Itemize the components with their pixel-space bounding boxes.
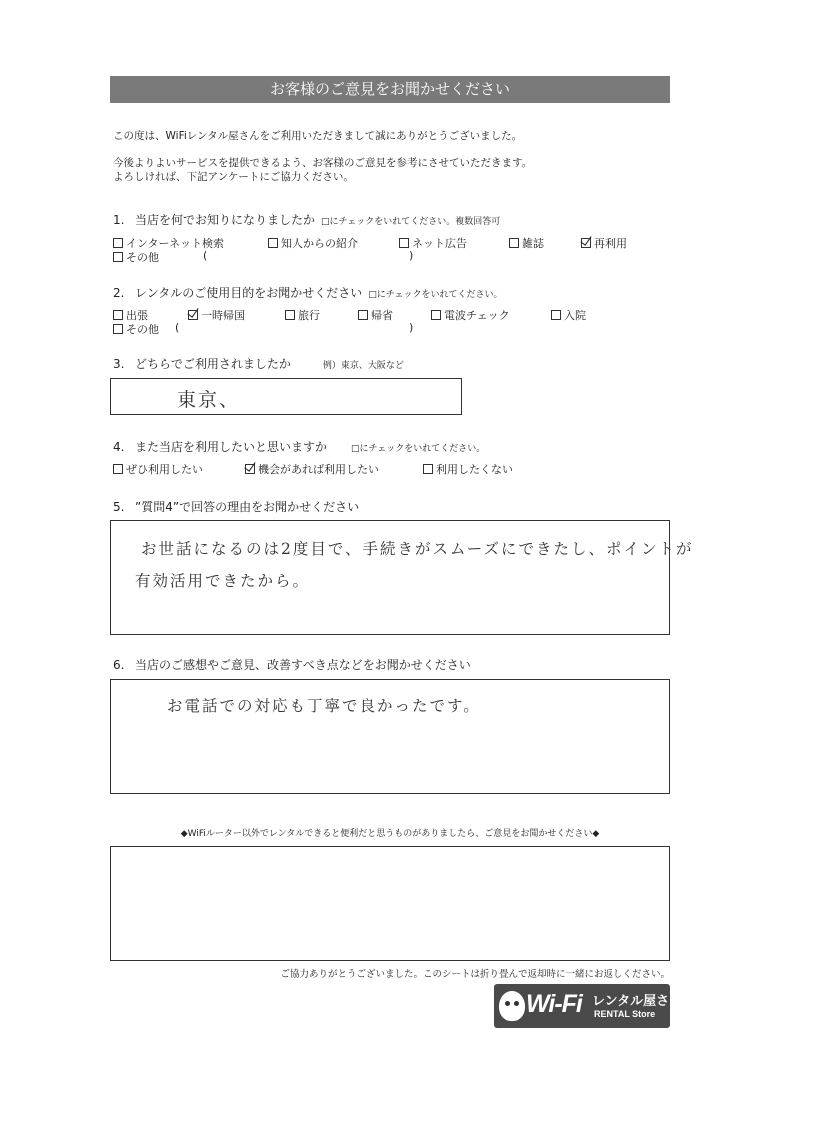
intro-line-2: 今後よりよいサービスを提供できるよう、お客様のご意見を参考にさせていただきます。 — [113, 157, 533, 169]
q2-option-business-trip[interactable]: 出張 — [113, 307, 148, 323]
q2-options — [113, 307, 673, 337]
checkbox-icon — [423, 464, 433, 474]
q2-option-travel[interactable]: 旅行 — [285, 307, 320, 323]
q1-option-magazine[interactable]: 雑誌 — [509, 235, 544, 251]
checkbox-icon — [509, 238, 519, 248]
checkbox-icon — [268, 238, 278, 248]
checkbox-icon — [551, 310, 561, 320]
question-note: 例）東京、大阪など — [322, 361, 404, 371]
question-text: 当店を何でお知りになりましたか — [135, 213, 316, 227]
checkbox-icon — [431, 310, 441, 320]
question-text: また当店を利用したいと思いますか — [135, 440, 328, 454]
q1-option-net-ad[interactable]: ネット広告 — [399, 235, 467, 251]
q3-answer-box[interactable] — [110, 378, 462, 415]
extra-request-note: ◆WiFiルーター以外でレンタルできると便利だと思うものがありましたら、ご意見をお聞かせください◆ — [180, 829, 600, 839]
question-number: 2. — [113, 286, 125, 300]
question-number: 6. — [113, 658, 125, 672]
question-6 — [113, 656, 471, 673]
question-3 — [113, 355, 404, 372]
q4-option-definitely[interactable]: ぜひ利用したい — [113, 461, 203, 477]
question-note: □にチェックをいれてください。 — [351, 444, 486, 454]
intro-line-3: よろしければ、下記アンケートにご協力ください。 — [113, 171, 354, 183]
q2-option-temp-return[interactable]: 一時帰国 — [188, 307, 245, 323]
q1-options — [113, 235, 673, 265]
q1-other-open-paren: ( — [203, 249, 208, 262]
question-5 — [113, 498, 359, 515]
q2-option-other[interactable]: その他 — [113, 321, 159, 337]
question-number: 1. — [113, 213, 125, 227]
checkbox-icon — [399, 238, 409, 248]
question-4 — [113, 438, 485, 455]
logo-jp-text: レンタル屋さん — [592, 994, 683, 1009]
intro-line-1: この度は、WiFiレンタル屋さんをご利用いただきまして誠にありがとうございました。 — [113, 130, 523, 142]
checkbox-icon — [113, 310, 123, 320]
question-number: 3. — [113, 357, 125, 371]
checkbox-icon — [113, 252, 123, 262]
checkbox-checked-icon — [581, 238, 591, 248]
q1-option-referral[interactable]: 知人からの紹介 — [268, 235, 358, 251]
thanks-note: ご協力ありがとうございました。このシートは折り畳んで返却時に一緒にお返しください。 — [280, 969, 670, 980]
brand-logo — [494, 984, 683, 1028]
q1-option-search[interactable]: インターネット検索 — [113, 235, 224, 251]
question-number: 4. — [113, 440, 125, 454]
question-note: □にチェックをいれてください。複数回答可 — [321, 217, 501, 227]
checkbox-icon — [113, 464, 123, 474]
q3-handwritten-answer: 東京、 — [177, 389, 241, 411]
q5-handwritten-line-1: お世話になるのは2度目で、手続きがスムーズにできたし、ポイントが — [141, 540, 694, 558]
mascot-icon — [499, 991, 525, 1021]
page-title: お客様のご意見をお聞かせください — [110, 76, 670, 103]
q4-option-no[interactable]: 利用したくない — [423, 461, 513, 477]
q2-other-close-paren: ) — [409, 321, 414, 334]
q4-options — [113, 461, 673, 477]
q1-other-close-paren: ) — [409, 249, 414, 262]
q2-option-homecoming[interactable]: 帰省 — [358, 307, 393, 323]
extra-request-box[interactable] — [110, 846, 670, 961]
q2-other-open-paren: ( — [175, 321, 180, 334]
question-text: どちらでご利用されましたか — [135, 357, 291, 371]
q5-handwritten-line-2: 有効活用できたから。 — [135, 572, 311, 590]
q5-answer-box[interactable] — [110, 520, 694, 635]
checkbox-checked-icon — [245, 464, 255, 474]
q6-handwritten-answer: お電話での対応も丁寧で良かったです。 — [167, 697, 481, 715]
question-2 — [113, 284, 502, 301]
question-note: □にチェックをいれてください。 — [368, 290, 503, 300]
q2-option-signal-check[interactable]: 電波チェック — [431, 307, 510, 323]
logo-en-text: RENTAL Store — [594, 1009, 656, 1019]
logo-brand-text: Wi-Fi — [526, 990, 582, 1018]
q2-option-hospital[interactable]: 入院 — [551, 307, 586, 323]
q1-option-reuse[interactable]: 再利用 — [581, 235, 627, 251]
question-number: 5. — [113, 500, 125, 514]
checkbox-checked-icon — [188, 310, 198, 320]
checkbox-icon — [358, 310, 368, 320]
checkbox-icon — [113, 238, 123, 248]
question-text: 当店のご感想やご意見、改善すべき点などをお聞かせください — [135, 658, 471, 672]
checkbox-icon — [285, 310, 295, 320]
checkbox-icon — [113, 324, 123, 334]
question-text: ”質問4”で回答の理由をお聞かせください — [135, 500, 360, 514]
question-text: レンタルのご使用目的をお聞かせください — [135, 286, 363, 300]
q4-option-if-chance[interactable]: 機会があれば利用したい — [245, 461, 379, 477]
q6-answer-box[interactable] — [110, 679, 670, 794]
q1-option-other[interactable]: その他 — [113, 249, 159, 265]
question-1 — [113, 211, 500, 228]
